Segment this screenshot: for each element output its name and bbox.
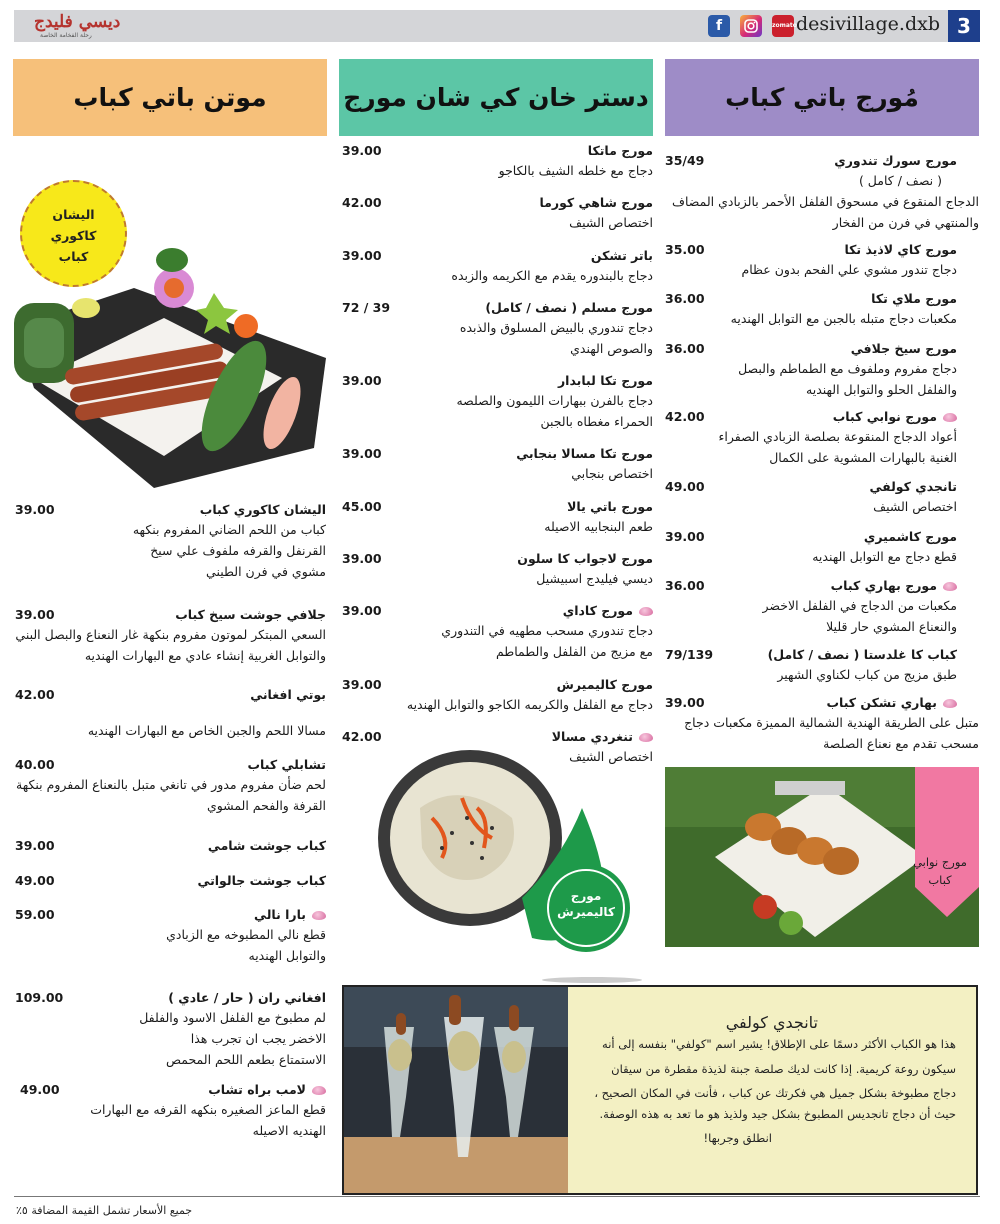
badge-line: كباب <box>58 249 89 264</box>
item-description: دجاج تندور مشوي علي الفحم بدون عظام <box>741 262 957 277</box>
promo-text-line: حيث أن دجاج تانجديس المطبوخ بشكل جيد ولذيذ هو ما تعد به هذه الوصفة. <box>599 1107 956 1121</box>
item-price: 39.00 <box>15 607 55 622</box>
item-description: اختصاص الشيف <box>569 215 653 230</box>
item-description: الغنية بالبهارات المشوية على الكمال <box>769 450 957 465</box>
item-description: قطع دجاج مع التوابل الهنديه <box>812 549 957 564</box>
item-price: 72 / 39 <box>342 300 391 315</box>
item-name-text: مورج بهاري كباب <box>830 578 937 593</box>
item-description: أعواد الدجاج المنقوعة بصلصة الزبادي الصفراء <box>718 429 957 444</box>
instagram-icon[interactable] <box>740 15 762 37</box>
item-price: 35.00 <box>665 242 705 257</box>
item-name <box>552 729 653 744</box>
badge-line: اليشان <box>52 207 95 222</box>
top-bar <box>14 10 980 42</box>
item-description: مكعبات دجاج متبله بالجبن مع التوابل الهنديه <box>730 311 957 326</box>
item-name: مورج لاجواب كا سلون <box>517 551 653 566</box>
item-description: مشوي في فرن الطيني <box>206 564 326 579</box>
item-name: مورج كاشميري <box>863 529 957 544</box>
item-name: مورج كاليميرش <box>556 677 653 692</box>
item-name-text: بارا نالي <box>254 907 306 922</box>
item-name-text: لامب براه تشاب <box>208 1082 306 1097</box>
item-name-text: مورج كاداي <box>562 603 633 618</box>
item-name <box>826 695 957 710</box>
item-price: 49.00 <box>665 479 705 494</box>
item-description: القرفة والفحم المشوي <box>206 798 326 813</box>
item-description: دجاج تندوري بالبيض المسلوق والذبده <box>459 320 653 335</box>
item-description: القرنفل والقرفه ملفوف علي سيخ <box>150 543 326 558</box>
item-description: مع مزيج من الفلفل والطماطم <box>495 644 653 659</box>
item-name: بوتي افغاني <box>250 687 326 702</box>
item-price: 42.00 <box>15 687 55 702</box>
item-description: طبق مزيج من كباب لكناوي الشهير <box>777 667 957 682</box>
item-name: مورج سيخ جلافي <box>850 341 957 356</box>
item-name <box>831 578 957 593</box>
item-price: 39.00 <box>15 502 55 517</box>
zomato-icon[interactable]: zomato <box>772 15 794 37</box>
promo-text-line: انطلق وجربها! <box>703 1131 772 1145</box>
item-name-text: مورج نوابي كباب <box>832 409 937 424</box>
spicy-icon <box>312 1086 326 1095</box>
tangdi-kulfi-promo <box>342 985 978 1195</box>
item-description: دجاج بالبندوره يقدم مع الكريمه والزبده <box>451 268 653 283</box>
item-description: قطع الماعز الصغيره بنكهه القرفه مع البهارات <box>90 1102 326 1117</box>
spicy-icon <box>639 607 653 616</box>
item-price: 39.00 <box>665 529 705 544</box>
item-description: دجاج مع خلطه الشيف بالكاجو <box>498 163 653 178</box>
item-description: مكعبات من الدجاج في الفلفل الاخضر <box>762 598 957 613</box>
item-name <box>833 409 957 424</box>
promo-title: تانجدي كولفي <box>725 1013 818 1032</box>
vat-note: جميع الأسعار تشمل القيمة المضافة ٥٪ <box>16 1204 193 1217</box>
item-price: 42.00 <box>342 195 382 210</box>
item-price: 40.00 <box>15 757 55 772</box>
item-name: مورج ماتكا <box>587 143 653 158</box>
badge-line: كاكوري <box>50 228 97 243</box>
item-description: ( نصف / كامل ) <box>858 173 942 188</box>
item-description: الحمراء مغطاه بالجبن <box>540 414 653 429</box>
badge-line: كباب <box>928 873 952 887</box>
item-price: 49.00 <box>20 1082 60 1097</box>
page-number: 3 <box>948 10 980 42</box>
item-name: مورج تكا لبابدار <box>557 373 653 388</box>
kakori-kebab-badge <box>20 180 127 287</box>
item-price: 39.00 <box>342 248 382 263</box>
item-description: اختصاص الشيف <box>569 749 653 764</box>
item-price: 36.00 <box>665 578 705 593</box>
item-price: 109.00 <box>15 990 64 1005</box>
spicy-icon <box>312 911 326 920</box>
item-price: 39.00 <box>342 551 382 566</box>
item-description: متبل على الطريقة الهندية الشمالية المميزة مكعبات دجاج <box>684 715 979 730</box>
item-price: 39.00 <box>342 446 382 461</box>
item-price: 36.00 <box>665 291 705 306</box>
item-price: 35/49 <box>665 153 705 168</box>
item-name: تشابلي كباب <box>247 757 326 772</box>
kalimersh-badge <box>546 888 626 920</box>
badge-line: مورج <box>570 889 602 903</box>
item-description: دجاج تندوري مسحب مطهيه في التندوري <box>441 623 653 638</box>
spicy-icon <box>943 413 957 422</box>
logo-main-text: ديسي فليدج <box>34 12 121 32</box>
section-title-dastarkhan: دستر خان كي شان مورج <box>339 59 653 136</box>
spicy-icon <box>639 733 653 742</box>
item-description: والصوص الهندي <box>570 341 653 356</box>
social-handle[interactable]: desivillage.dxb <box>795 13 940 35</box>
promo-text-line: هذا هو الكباب الأكثر دسمًا على الإطلاق! يشير اسم "كولفي" بنفسه إلى أنه <box>602 1037 956 1051</box>
kalimersh-photo <box>372 748 658 988</box>
item-name: كباب جوشت شامي <box>207 838 326 853</box>
item-name: جلافي جوشت سيخ كباب <box>175 607 326 622</box>
item-name: كباب كا غلدستا ( نصف / كامل) <box>767 647 957 662</box>
tangdi-kulfi-photo <box>344 987 568 1193</box>
item-description: مسحب تقدم مع نعناع الصلصة <box>823 736 979 751</box>
item-price: 45.00 <box>342 499 382 514</box>
item-description: الاخضر يجب ان تجرب هذا <box>190 1031 326 1046</box>
item-name: باتر تشكن <box>590 248 653 263</box>
item-description: والمنتهي في فرن من الفخار <box>832 215 979 230</box>
nawabi-badge <box>905 853 975 889</box>
item-description: اختصاص الشيف <box>873 499 957 514</box>
item-description: دجاج مفروم وملفوف مع الطماطم والبصل <box>738 361 957 376</box>
item-name <box>208 1082 326 1097</box>
promo-text-line: سيكون روعة كريمية. إذا كانت لديك صلصة جبنة لذيذة مقطرة من سيقان <box>611 1062 956 1076</box>
spicy-icon <box>943 582 957 591</box>
item-price: 79/139 <box>665 647 714 662</box>
item-price: 39.00 <box>342 603 382 618</box>
item-description: لحم ضأن مفروم مدور في تانغي متبل بالنعناع المفروم بنكهة <box>16 777 326 792</box>
item-name: اليشان كاكوري كباب <box>199 502 326 517</box>
item-description: دجاج مع الفلفل والكريمه الكاجو والتوابل الهنديه <box>406 697 653 712</box>
item-description: دجاج بالفرن ببهارات الليمون والصلصه <box>456 393 653 408</box>
section-title-murgh-kebab: مُورج باتي كباب <box>665 59 979 136</box>
item-description: الهنديه الاصيله <box>252 1123 326 1138</box>
item-description: السعي المبتكر لموتون مفروم بنكهة غار النعناع والبصل البني <box>15 627 326 642</box>
item-name: مورج كاي لاذيذ تكا <box>844 242 957 257</box>
item-price: 59.00 <box>15 907 55 922</box>
item-price: 36.00 <box>665 341 705 356</box>
item-name: كباب جوشت جالواتي <box>197 873 326 888</box>
item-name: مورج باتي يالا <box>567 499 653 514</box>
restaurant-logo <box>22 12 132 40</box>
item-price: 39.00 <box>15 838 55 853</box>
item-description: والنعناع المشوي حار قليلا <box>826 619 957 634</box>
item-name: مورج ملاي تكا <box>871 291 957 306</box>
badge-line: مورج نوابي <box>913 855 967 869</box>
item-description: كباب من اللحم الضاني المفروم بنكهه <box>132 522 326 537</box>
item-name: مورج شاهي كورما <box>539 195 653 210</box>
item-description: اختصاص بنجابي <box>571 466 653 481</box>
item-name: مورج مسلم ( نصف / كامل) <box>485 300 653 315</box>
item-name: تانجدي كولفي <box>869 479 957 494</box>
item-price: 49.00 <box>15 873 55 888</box>
spicy-icon <box>943 699 957 708</box>
promo-text-line: دجاج مطبوخة بشكل جميل هي فكرتك عن كباب ، فأنت في المكان الصحيح ، <box>594 1086 956 1100</box>
item-description: قطع نالي المطبوخه مع الزبادي <box>166 927 326 942</box>
item-description: ديسي فيليدج اسبيشيل <box>536 571 653 586</box>
facebook-icon[interactable]: f <box>708 15 730 37</box>
item-description: طعم البنجابيه الاصيله <box>544 519 653 534</box>
item-price: 39.00 <box>665 695 705 710</box>
item-price: 39.00 <box>342 373 382 388</box>
item-description: والتوابل الغربية إنشاء عادي مع البهارات الهنديه <box>84 648 326 663</box>
item-description: الاستمتاع بطعم اللحم المحمص <box>165 1052 326 1067</box>
item-description: والتوابل الهنديه <box>248 948 326 963</box>
item-price: 42.00 <box>342 729 382 744</box>
item-description: مسالا اللحم والجبن الخاص مع البهارات الهنديه <box>87 723 326 738</box>
item-name <box>254 907 326 922</box>
item-description: الدجاج المنقوع في مسحوق الفلفل الأحمر بالزبادي المضاف <box>672 194 979 209</box>
item-name-text: بهاري تشكن كباب <box>826 695 937 710</box>
item-price: 39.00 <box>342 143 382 158</box>
footer-divider <box>14 1196 980 1197</box>
item-description: والفلفل الحلو والتوابل الهنديه <box>806 382 957 397</box>
item-price: 39.00 <box>342 677 382 692</box>
item-name: افغاني ران ( حار / عادي ) <box>168 990 326 1005</box>
item-name <box>563 603 653 618</box>
item-description: لم مطبوخ مع الفلفل الاسود والفلفل <box>139 1010 326 1025</box>
item-name: مورج سورك تندوري <box>834 153 957 168</box>
item-name-text: تنغردي مسالا <box>551 729 633 744</box>
item-name: مورج تكا مسالا بنجابي <box>516 446 653 461</box>
section-title-mutton-kebab: موتن باتي كباب <box>13 59 327 136</box>
badge-line: كاليميرش <box>557 905 615 919</box>
item-price: 42.00 <box>665 409 705 424</box>
logo-sub-text: رحلة الفخامة الخاصة <box>40 32 92 39</box>
